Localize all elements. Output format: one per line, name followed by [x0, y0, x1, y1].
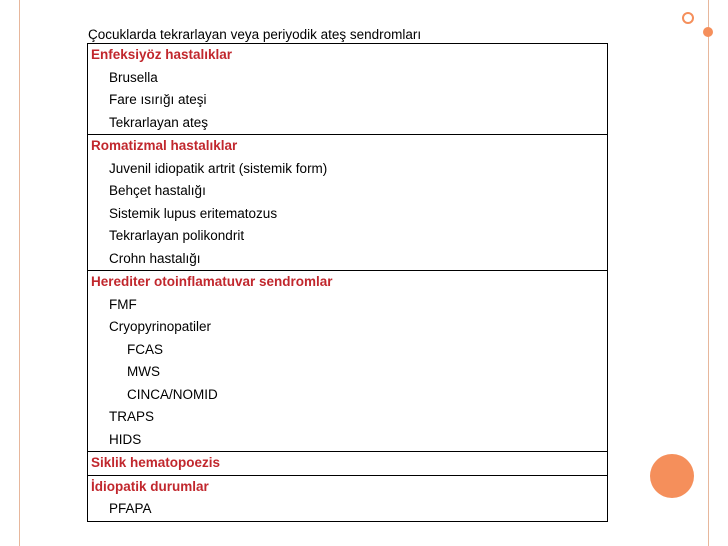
sub-list-item: MWS [127, 364, 160, 379]
list-item: Crohn hastalığı [109, 250, 201, 266]
decorative-ring [682, 12, 694, 24]
section-heading: Herediter otoinflamatuvar sendromlar [91, 274, 333, 289]
section-hereditary [88, 270, 607, 451]
list-item: HIDS [109, 431, 142, 447]
list-item: Cryopyrinopatiler [109, 319, 212, 334]
table-title: Çocuklarda tekrarlayan veya periyodik ateş sendromları [88, 27, 422, 42]
list-item: Tekrarlayan polikondrit [109, 228, 245, 243]
section-heading: İdiopatik durumlar [91, 478, 209, 494]
section-idiopathic [88, 475, 607, 521]
list-item: Juvenil idiopatik artrit (sistemik form) [109, 160, 328, 176]
section-cyclic-hematopoiesis [88, 451, 607, 475]
list-item: Brusella [109, 69, 158, 85]
sub-list-item: FCAS [127, 341, 164, 357]
section-heading: Enfeksiyöz hastalıklar [91, 47, 233, 62]
section-heading: Siklik hematopoezis [91, 455, 221, 470]
list-item: Behçet hastalığı [109, 183, 206, 198]
list-item: Sistemik lupus eritematozus [109, 205, 278, 221]
decorative-dot [703, 27, 713, 37]
list-item: PFAPA [109, 501, 152, 516]
list-item: Tekrarlayan ateş [109, 114, 209, 130]
section-infectious [88, 44, 607, 134]
list-item: FMF [109, 296, 137, 312]
right-decorative-border [708, 0, 728, 546]
list-item: TRAPS [109, 409, 155, 424]
section-heading: Romatizmal hastalıklar [91, 138, 238, 153]
list-item: Fare ısırığı ateşi [109, 92, 207, 107]
section-rheumatic [88, 134, 607, 270]
decorative-circle [650, 454, 694, 498]
left-decorative-border [0, 0, 20, 546]
syndromes-table [87, 43, 608, 522]
sub-list-item: CINCA/NOMID [127, 386, 218, 402]
